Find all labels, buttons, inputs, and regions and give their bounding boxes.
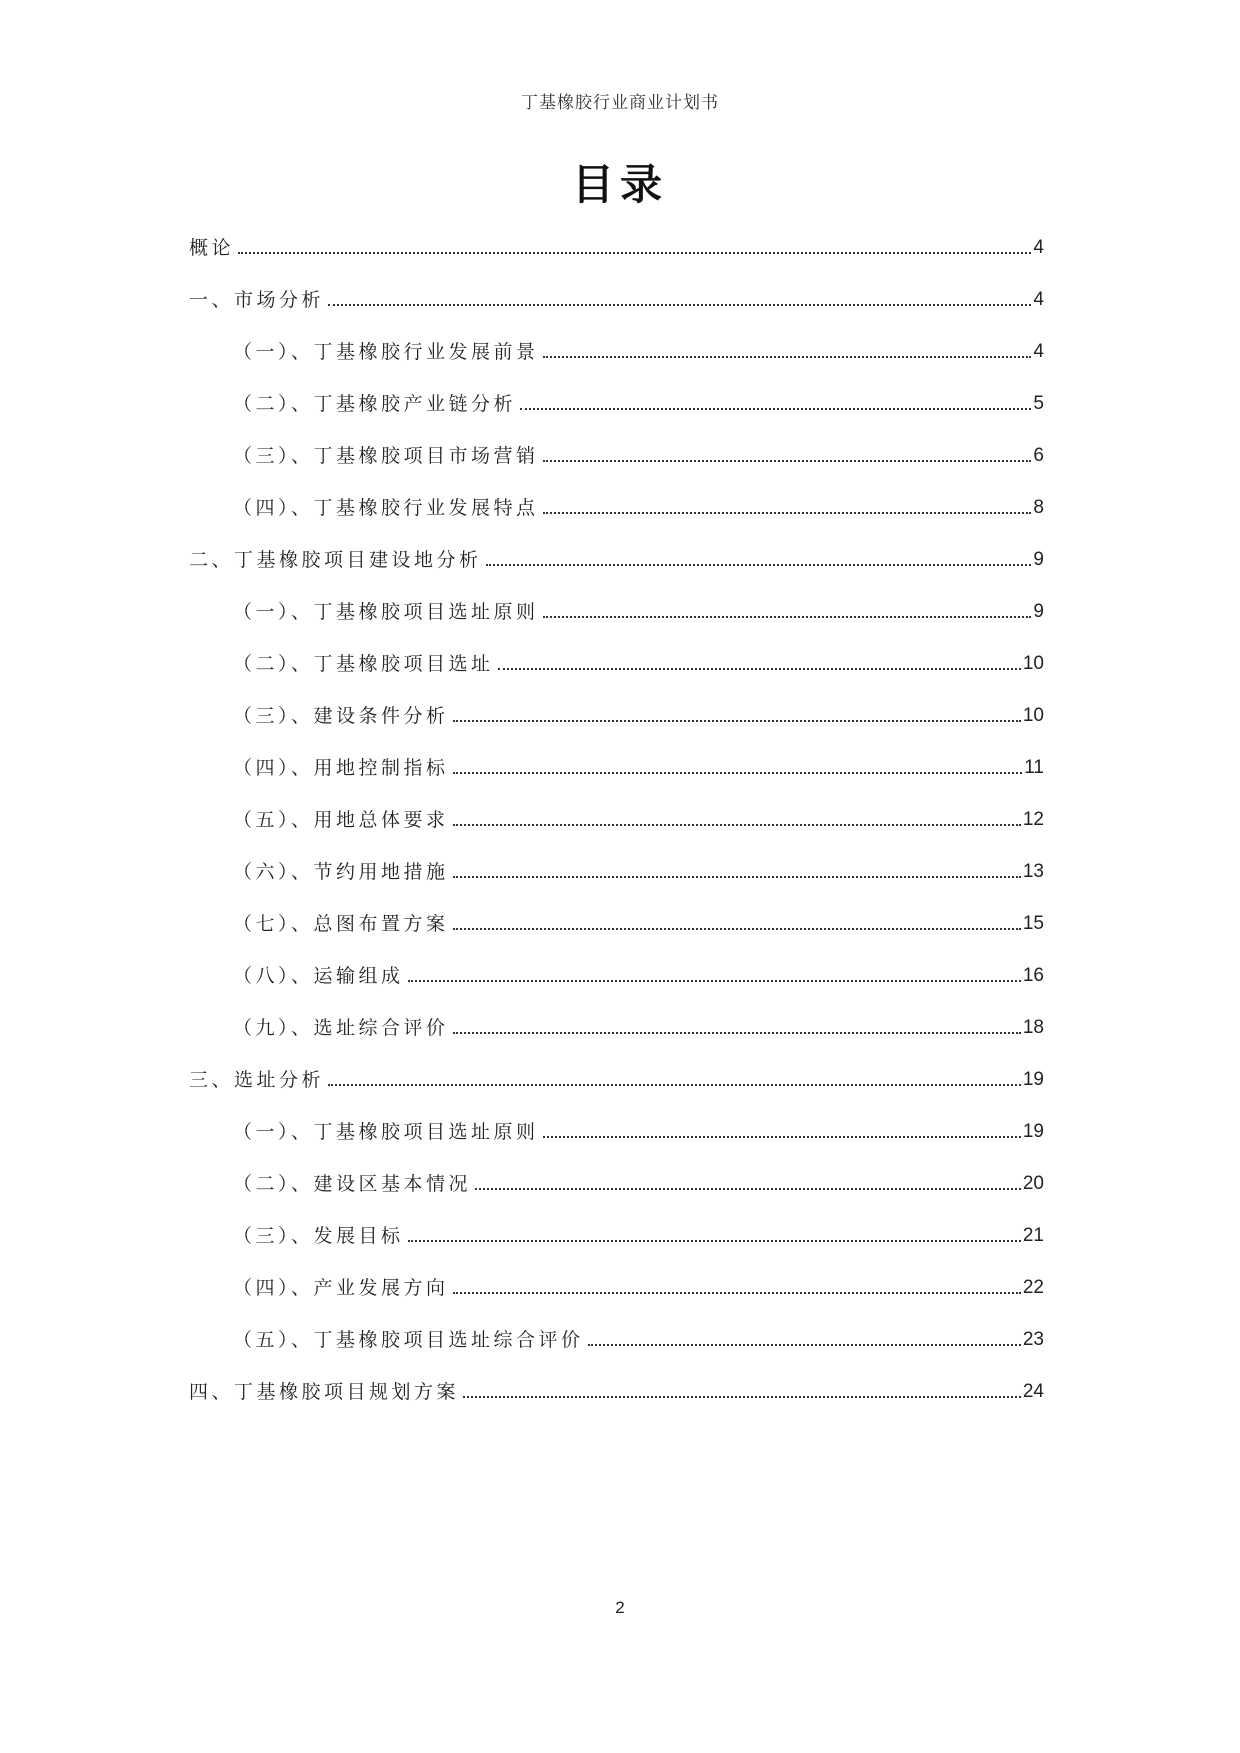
toc-entry-page: 8 (1033, 497, 1044, 518)
toc-entry[interactable] (233, 958, 1044, 988)
toc-entry-title: （五）、丁基橡胶项目选址综合评价 (233, 1329, 584, 1351)
toc-entry-page: 23 (1022, 1329, 1044, 1350)
toc-entry-title: （三）、发展目标 (233, 1225, 404, 1247)
toc-entry-title: （五）、用地总体要求 (233, 809, 449, 831)
toc-leader-dots (543, 615, 1032, 618)
toc-leader-dots (453, 719, 1021, 722)
toc-entry-title: 概论 (189, 237, 235, 259)
toc-leader-dots (475, 1187, 1021, 1190)
toc-entry[interactable] (233, 334, 1044, 364)
toc-leader-dots (543, 511, 1032, 514)
toc-entry-page: 19 (1022, 1069, 1044, 1090)
toc-entry-page: 20 (1022, 1173, 1044, 1194)
toc-leader-dots (588, 1343, 1021, 1346)
toc-entry[interactable] (233, 594, 1044, 624)
toc-entry-page: 11 (1024, 757, 1044, 778)
toc-leader-dots (498, 667, 1021, 670)
toc-leader-dots (238, 251, 1031, 254)
toc-entry[interactable] (233, 802, 1044, 832)
toc-entry-page: 4 (1033, 341, 1044, 362)
toc-entry[interactable] (233, 386, 1044, 416)
page-title: 目录 (571, 160, 668, 209)
toc-leader-dots (408, 1239, 1021, 1242)
toc-entry[interactable] (189, 230, 1044, 260)
toc-leader-dots (486, 563, 1032, 566)
toc-entry-title: （一）、丁基橡胶行业发展前景 (233, 341, 539, 363)
toc-entry[interactable] (233, 750, 1044, 780)
toc-entry[interactable] (233, 1166, 1044, 1196)
toc-entry[interactable] (189, 1374, 1044, 1404)
toc-entry-title: （二）、建设区基本情况 (233, 1173, 472, 1195)
toc-entry-page: 10 (1022, 653, 1044, 674)
toc-entry-page: 13 (1022, 861, 1044, 882)
toc-entry-title: （九）、选址综合评价 (233, 1017, 449, 1039)
toc-entry-page: 19 (1022, 1121, 1044, 1142)
toc-entry-title: （七）、总图布置方案 (233, 913, 449, 935)
toc-entry-page: 10 (1022, 705, 1044, 726)
toc-entry-title: 二、丁基橡胶项目建设地分析 (189, 549, 482, 571)
toc-entry[interactable] (233, 438, 1044, 468)
toc-entry-title: （三）、丁基橡胶项目市场营销 (233, 445, 539, 467)
toc-entry[interactable] (233, 1218, 1044, 1248)
toc-entry-title: （四）、丁基橡胶行业发展特点 (233, 497, 539, 519)
toc-entry-title: （三）、建设条件分析 (233, 705, 449, 727)
toc-entry-page: 9 (1033, 601, 1044, 622)
toc-entry[interactable] (233, 646, 1044, 676)
toc-leader-dots (520, 407, 1031, 410)
toc-leader-dots (453, 927, 1021, 930)
toc-leader-dots (453, 1031, 1021, 1034)
toc-leader-dots (453, 823, 1021, 826)
toc-leader-dots (453, 1291, 1021, 1294)
toc-entry[interactable] (233, 1322, 1044, 1352)
toc-entry-page: 18 (1022, 1017, 1044, 1038)
toc-entry-page: 12 (1022, 809, 1044, 830)
toc-entry-page: 4 (1033, 237, 1044, 258)
toc-leader-dots (328, 1083, 1021, 1086)
toc-leader-dots (463, 1395, 1021, 1398)
page-number: 2 (615, 1598, 625, 1617)
toc-entry-title: （一）、丁基橡胶项目选址原则 (233, 1121, 539, 1143)
toc-entry-page: 9 (1033, 549, 1044, 570)
toc-entry-title: 三、选址分析 (189, 1069, 325, 1091)
toc-entry[interactable] (189, 282, 1044, 312)
running-header: 丁基橡胶行业商业计划书 (521, 93, 719, 113)
toc-entry-page: 21 (1022, 1225, 1044, 1246)
toc-entry[interactable] (233, 906, 1044, 936)
toc-entry[interactable] (233, 490, 1044, 520)
toc-entry-page: 4 (1033, 289, 1044, 310)
toc-entry-title: 一、市场分析 (189, 289, 325, 311)
toc-entry-page: 15 (1022, 913, 1044, 934)
toc-entry-title: （四）、用地控制指标 (233, 757, 449, 779)
toc-entry-title: （八）、运输组成 (233, 965, 404, 987)
toc-leader-dots (328, 303, 1031, 306)
toc-entry[interactable] (233, 1270, 1044, 1300)
toc-entry-page: 22 (1022, 1277, 1044, 1298)
toc-entry-title: （二）、丁基橡胶产业链分析 (233, 393, 517, 415)
toc-entry[interactable] (189, 1062, 1044, 1092)
toc-leader-dots (543, 1135, 1021, 1138)
toc-entry-title: （四）、产业发展方向 (233, 1277, 449, 1299)
toc-entry-page: 24 (1022, 1381, 1044, 1402)
toc-entry-page: 5 (1033, 393, 1044, 414)
toc-entry-title: 四、丁基橡胶项目规划方案 (189, 1381, 460, 1403)
toc-entry[interactable] (233, 854, 1044, 884)
toc-entry-title: （六）、节约用地措施 (233, 861, 449, 883)
toc-entry-page: 16 (1022, 965, 1044, 986)
toc-entry[interactable] (233, 698, 1044, 728)
toc-entry[interactable] (233, 1010, 1044, 1040)
toc-leader-dots (453, 771, 1023, 774)
toc-leader-dots (453, 875, 1021, 878)
toc-entry-page: 6 (1033, 445, 1044, 466)
toc-leader-dots (543, 355, 1032, 358)
toc-entry[interactable] (189, 542, 1044, 572)
toc-leader-dots (408, 979, 1021, 982)
toc-entry-title: （一）、丁基橡胶项目选址原则 (233, 601, 539, 623)
toc-entry[interactable] (233, 1114, 1044, 1144)
toc-entry-title: （二）、丁基橡胶项目选址 (233, 653, 494, 675)
toc-leader-dots (543, 459, 1032, 462)
